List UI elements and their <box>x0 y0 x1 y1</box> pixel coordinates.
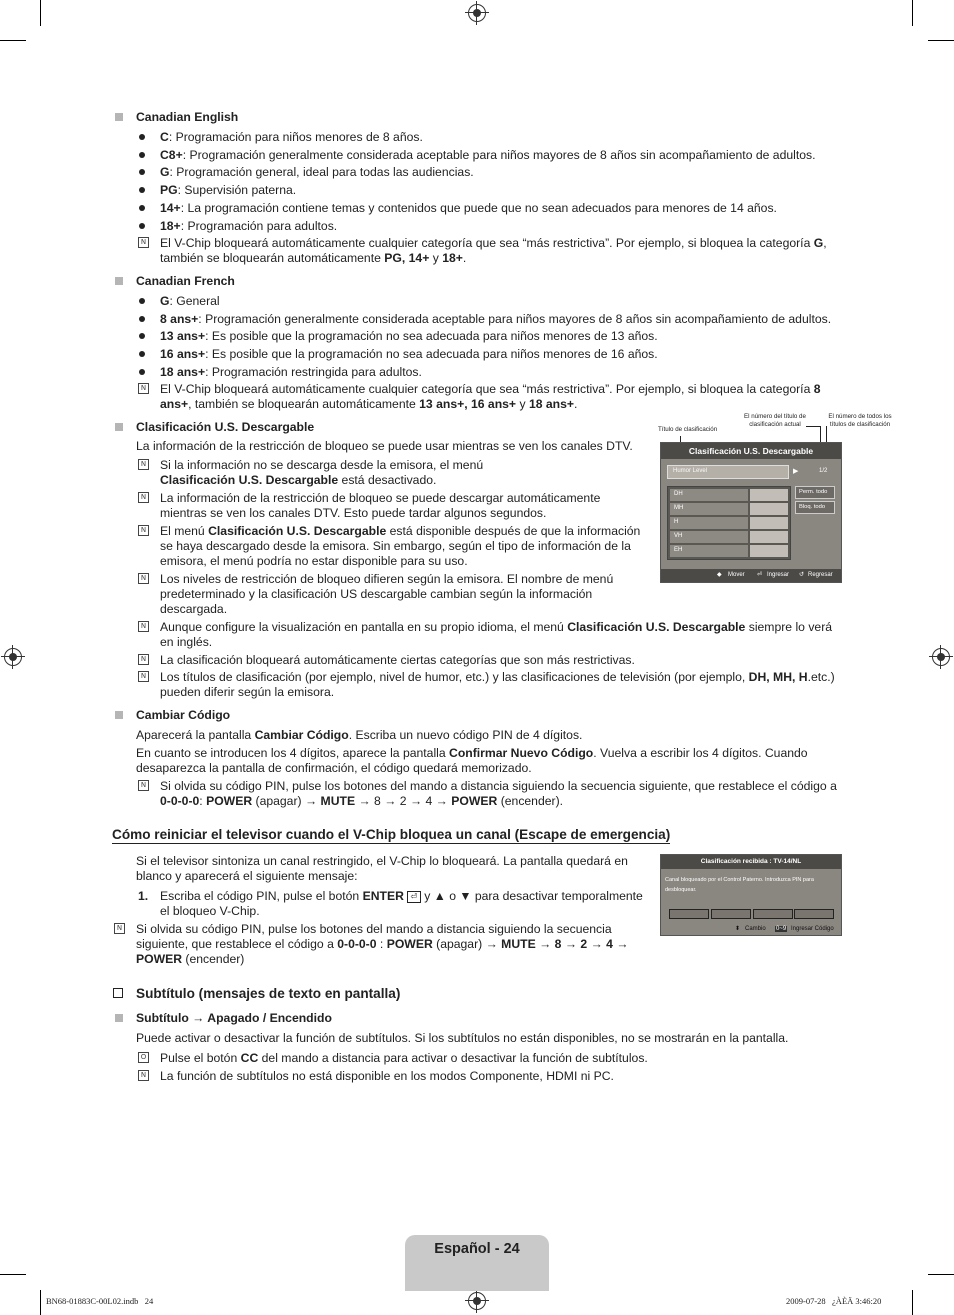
note: Si olvida su código PIN, pulse los botones del mando a distancia siguiendo la secuencia siguiente, que restablece el código a 0-0-0-0: POWER (apagar) → MUTE → 8 → 2 → 4 → POWER (encender). <box>160 779 837 808</box>
bullet-dot-icon <box>139 205 145 211</box>
desc: : Programación generalmente considerada aceptable para niños mayores de 8 años sin acompañamiento de adultos. <box>182 148 816 162</box>
level-lock-cell[interactable] <box>750 489 788 501</box>
note-icon: N <box>138 671 149 682</box>
paragraph: En cuanto se introducen los 4 dígitos, aparece la pantalla Confirmar Nuevo Código. Vuelva a escribir los 4 dígitos. Cuando desaparezca la pantalla de confirmación, el código quedará memorizado. <box>136 746 808 775</box>
note: Aunque configure la visualización en pantalla en su propio idioma, el menú Clasificación U.S. Descargable siempre lo verá en inglés. <box>160 620 833 649</box>
crop-mark <box>0 1274 26 1275</box>
registration-mark-icon <box>468 4 486 22</box>
crop-mark <box>928 1274 954 1275</box>
bullet-dot-icon <box>139 333 145 339</box>
arrow-right-icon: ▶ <box>793 468 799 475</box>
level-row[interactable]: H <box>670 517 748 529</box>
paragraph: Aparecerá la pantalla Cambiar Código. Escriba un nuevo código PIN de 4 dígitos. <box>136 728 583 742</box>
paragraph: Si el televisor sintoniza un canal restringido, el V-Chip lo bloqueará. La pantalla quedará en blanco y aparecerá el siguiente mensaje: <box>136 854 628 883</box>
level-lock-cell[interactable] <box>750 517 788 529</box>
pin-digit-box[interactable] <box>711 909 751 919</box>
note-icon: N <box>138 1070 149 1081</box>
note-icon: N <box>138 492 149 503</box>
note-icon: N <box>138 573 149 584</box>
callout-title-label: Título de clasificación <box>658 426 718 433</box>
rating-count: 1/2 <box>819 468 828 474</box>
crop-mark <box>0 40 26 41</box>
note: El V-Chip bloqueará automáticamente cualquier categoría que sea “más restrictiva”. Por ejemplo, si bloquea la categoría 8 ans+, también se bloquearán automáticamente 13 ans+, 16 ans+ y 18 ans+. <box>160 382 821 411</box>
bullet-dot-icon <box>139 298 145 304</box>
crop-mark <box>912 1290 913 1315</box>
rating-title-row[interactable] <box>667 465 789 479</box>
section-heading: Canadian French <box>136 274 235 288</box>
up-down-icon: ⬍ <box>735 926 741 932</box>
paragraph: Puede activar o desactivar la función de subtítulos. Si los subtítulos no están disponibles, no se mostrarán en la pantalla. <box>136 1031 789 1045</box>
section-heading: Subtítulo → Apagado / Encendido <box>136 1011 332 1025</box>
paragraph: La información de la restricción de bloqueo se puede usar mientras se ven los canales DTV. <box>136 439 633 453</box>
page-number-tab <box>405 1235 549 1291</box>
registration-mark-icon <box>4 648 22 666</box>
note: Pulse el botón CC del mando a distancia para activar o desactivar la función de subtítulos. <box>160 1051 648 1065</box>
callout-total-label: El número de todos los títulos de clasificación <box>828 413 892 428</box>
step-number: 1. <box>138 889 149 903</box>
note: El menú Clasificación U.S. Descargable está disponible después de que la información se haya descargado desde la emisora. Sin embargo, según el tipo de información de la emisora, el menú podría no estar disponible para su uso. <box>160 524 641 568</box>
section-heading: Cambiar Código <box>136 708 231 722</box>
level-lock-cell[interactable] <box>750 503 788 515</box>
section-heading: Clasificación U.S. Descargable <box>136 420 315 434</box>
crop-mark <box>928 40 954 41</box>
desc: : Programación para adultos. <box>180 219 338 233</box>
level-lock-cell[interactable] <box>750 531 788 543</box>
pin-digit-box[interactable] <box>753 909 793 919</box>
print-date-info: 2009-07-28 ¿ÀÈÄ 3:46:20 <box>786 1296 882 1306</box>
crop-mark <box>912 0 913 26</box>
move-icon: ◆ <box>717 572 722 578</box>
blocked-message: Canal bloqueado por el Control Paterno. Introduzca PIN para desbloquear. <box>665 877 814 893</box>
osd-footer: ◆ Mover ⏎ Ingresar ↺ Regresar <box>661 569 841 582</box>
square-bullet-icon <box>115 423 123 431</box>
desc: : Supervisión paterna. <box>177 183 297 197</box>
step-text: Escriba el código PIN, pulse el botón ENTER ⏎ y ▲ o ▼ para desactivar temporalmente el bloqueo V-Chip. <box>160 889 643 918</box>
term: C8+ <box>160 148 183 162</box>
crop-mark <box>40 0 41 26</box>
note: El V-Chip bloqueará automáticamente cualquier categoría que sea “más restrictiva”. Por ejemplo, si bloquea la categoría G, también se bloquearán automáticamente PG, 14+ y 18+. <box>160 236 827 265</box>
note: La función de subtítulos no está disponible en los modos Componente, HDMI ni PC. <box>160 1069 614 1083</box>
levels-table <box>667 486 791 560</box>
callout-current-label: El número del título de clasificación actual <box>744 413 806 428</box>
pin-digit-box[interactable] <box>794 909 834 919</box>
pin-input-row <box>669 909 833 919</box>
page-number: Español - 24 <box>434 1241 520 1257</box>
callout-line <box>806 426 820 427</box>
bullet-dot-icon <box>139 134 145 140</box>
level-lock-cell[interactable] <box>750 545 788 557</box>
note-icon: N <box>138 237 149 248</box>
note-icon: N <box>138 525 149 536</box>
rating-title-label: Humor Level <box>673 468 708 474</box>
note-icon: N <box>138 654 149 665</box>
desc: : Programación general, ideal para todas las audiencias. <box>169 165 474 179</box>
note: Los títulos de clasificación (por ejemplo, nivel de humor, etc.) y las clasificaciones de televisión (por ejemplo, DH, MH, H.etc.) pueden diferir según la emisora. <box>160 670 835 699</box>
bullet-dot-icon <box>139 187 145 193</box>
pin-digit-box[interactable] <box>669 909 709 919</box>
note: Si la información no se descarga desde la emisora, el menú Clasificación U.S. Descargable está desactivado. <box>160 458 484 487</box>
desc: : Programación para niños menores de 8 años. <box>168 130 423 144</box>
term: PG <box>160 183 178 197</box>
osd-footer: ⬍ Cambio 0~9 Ingresar Código <box>735 926 834 932</box>
note: La clasificación bloqueará automáticamente ciertas categorías que son más restrictivas. <box>160 653 635 667</box>
return-icon: ↺ <box>799 572 805 578</box>
enter-icon: ⏎ <box>757 572 763 578</box>
note-icon: N <box>138 621 149 632</box>
us-rating-osd <box>660 442 842 583</box>
desc: : La programación contiene temas y contenidos que puede que no sean adecuados para menores de 14 años. <box>180 201 777 215</box>
note: La información de la restricción de bloqueo se puede descargar automáticamente mientras se ven los canales DTV. Esto puede tardar algunos segundos. <box>160 491 601 520</box>
enter-key-icon: ⏎ <box>407 891 421 903</box>
term: 14+ <box>160 201 181 215</box>
crop-mark <box>40 1290 41 1315</box>
osd-title: Clasificación recibida : TV-14/NL <box>661 855 841 869</box>
blocked-channel-osd <box>660 854 842 936</box>
term: G <box>160 165 170 179</box>
checkbox-icon <box>113 988 123 998</box>
square-bullet-icon <box>115 711 123 719</box>
registration-mark-icon <box>468 1292 486 1310</box>
block-all-button[interactable]: Bloq. todo <box>795 501 835 514</box>
bullet-dot-icon <box>139 316 145 322</box>
note-icon: N <box>114 923 125 934</box>
square-bullet-icon <box>115 1014 123 1022</box>
term: C <box>160 130 169 144</box>
registration-mark-icon <box>932 648 950 666</box>
level-row[interactable]: MH <box>670 503 748 515</box>
note: Si olvida su código PIN, pulse los botones del mando a distancia siguiendo la secuencia siguiente, que restablece el código a 0-0-0-0 : POWER (apagar) → MUTE → 8 → 2 → 4 → POWER (encender) <box>136 922 629 966</box>
bullet-dot-icon <box>139 223 145 229</box>
note-icon: N <box>138 780 149 791</box>
section-heading: Canadian English <box>136 110 239 124</box>
level-row[interactable]: DH <box>670 489 748 501</box>
note-icon: N <box>138 383 149 394</box>
bullet-dot-icon <box>139 152 145 158</box>
section-title: Subtítulo (mensajes de texto en pantalla) <box>136 986 401 1001</box>
bullet-dot-icon <box>139 351 145 357</box>
bullet-dot-icon <box>139 369 145 375</box>
allow-all-button[interactable]: Perm. todo <box>795 486 835 499</box>
level-row[interactable]: EH <box>670 545 748 557</box>
print-file-info: BN68-01883C-00L02.indb 24 <box>46 1296 154 1306</box>
osd-title: Clasificación U.S. Descargable <box>661 443 841 459</box>
note-icon: N <box>138 459 149 470</box>
square-bullet-icon <box>115 113 123 121</box>
section-title: Cómo reiniciar el televisor cuando el V-Chip bloquea un canal (Escape de emergencia) <box>112 827 671 842</box>
remote-tip-icon: O <box>138 1052 149 1063</box>
level-row[interactable]: VH <box>670 531 748 543</box>
bullet-dot-icon <box>139 169 145 175</box>
square-bullet-icon <box>115 277 123 285</box>
note: Los niveles de restricción de bloqueo difieren según la emisora. El nombre de menú predeterminado y la clasificación US descargable cambian según la información descargada. <box>160 572 614 616</box>
term: 18+ <box>160 219 181 233</box>
